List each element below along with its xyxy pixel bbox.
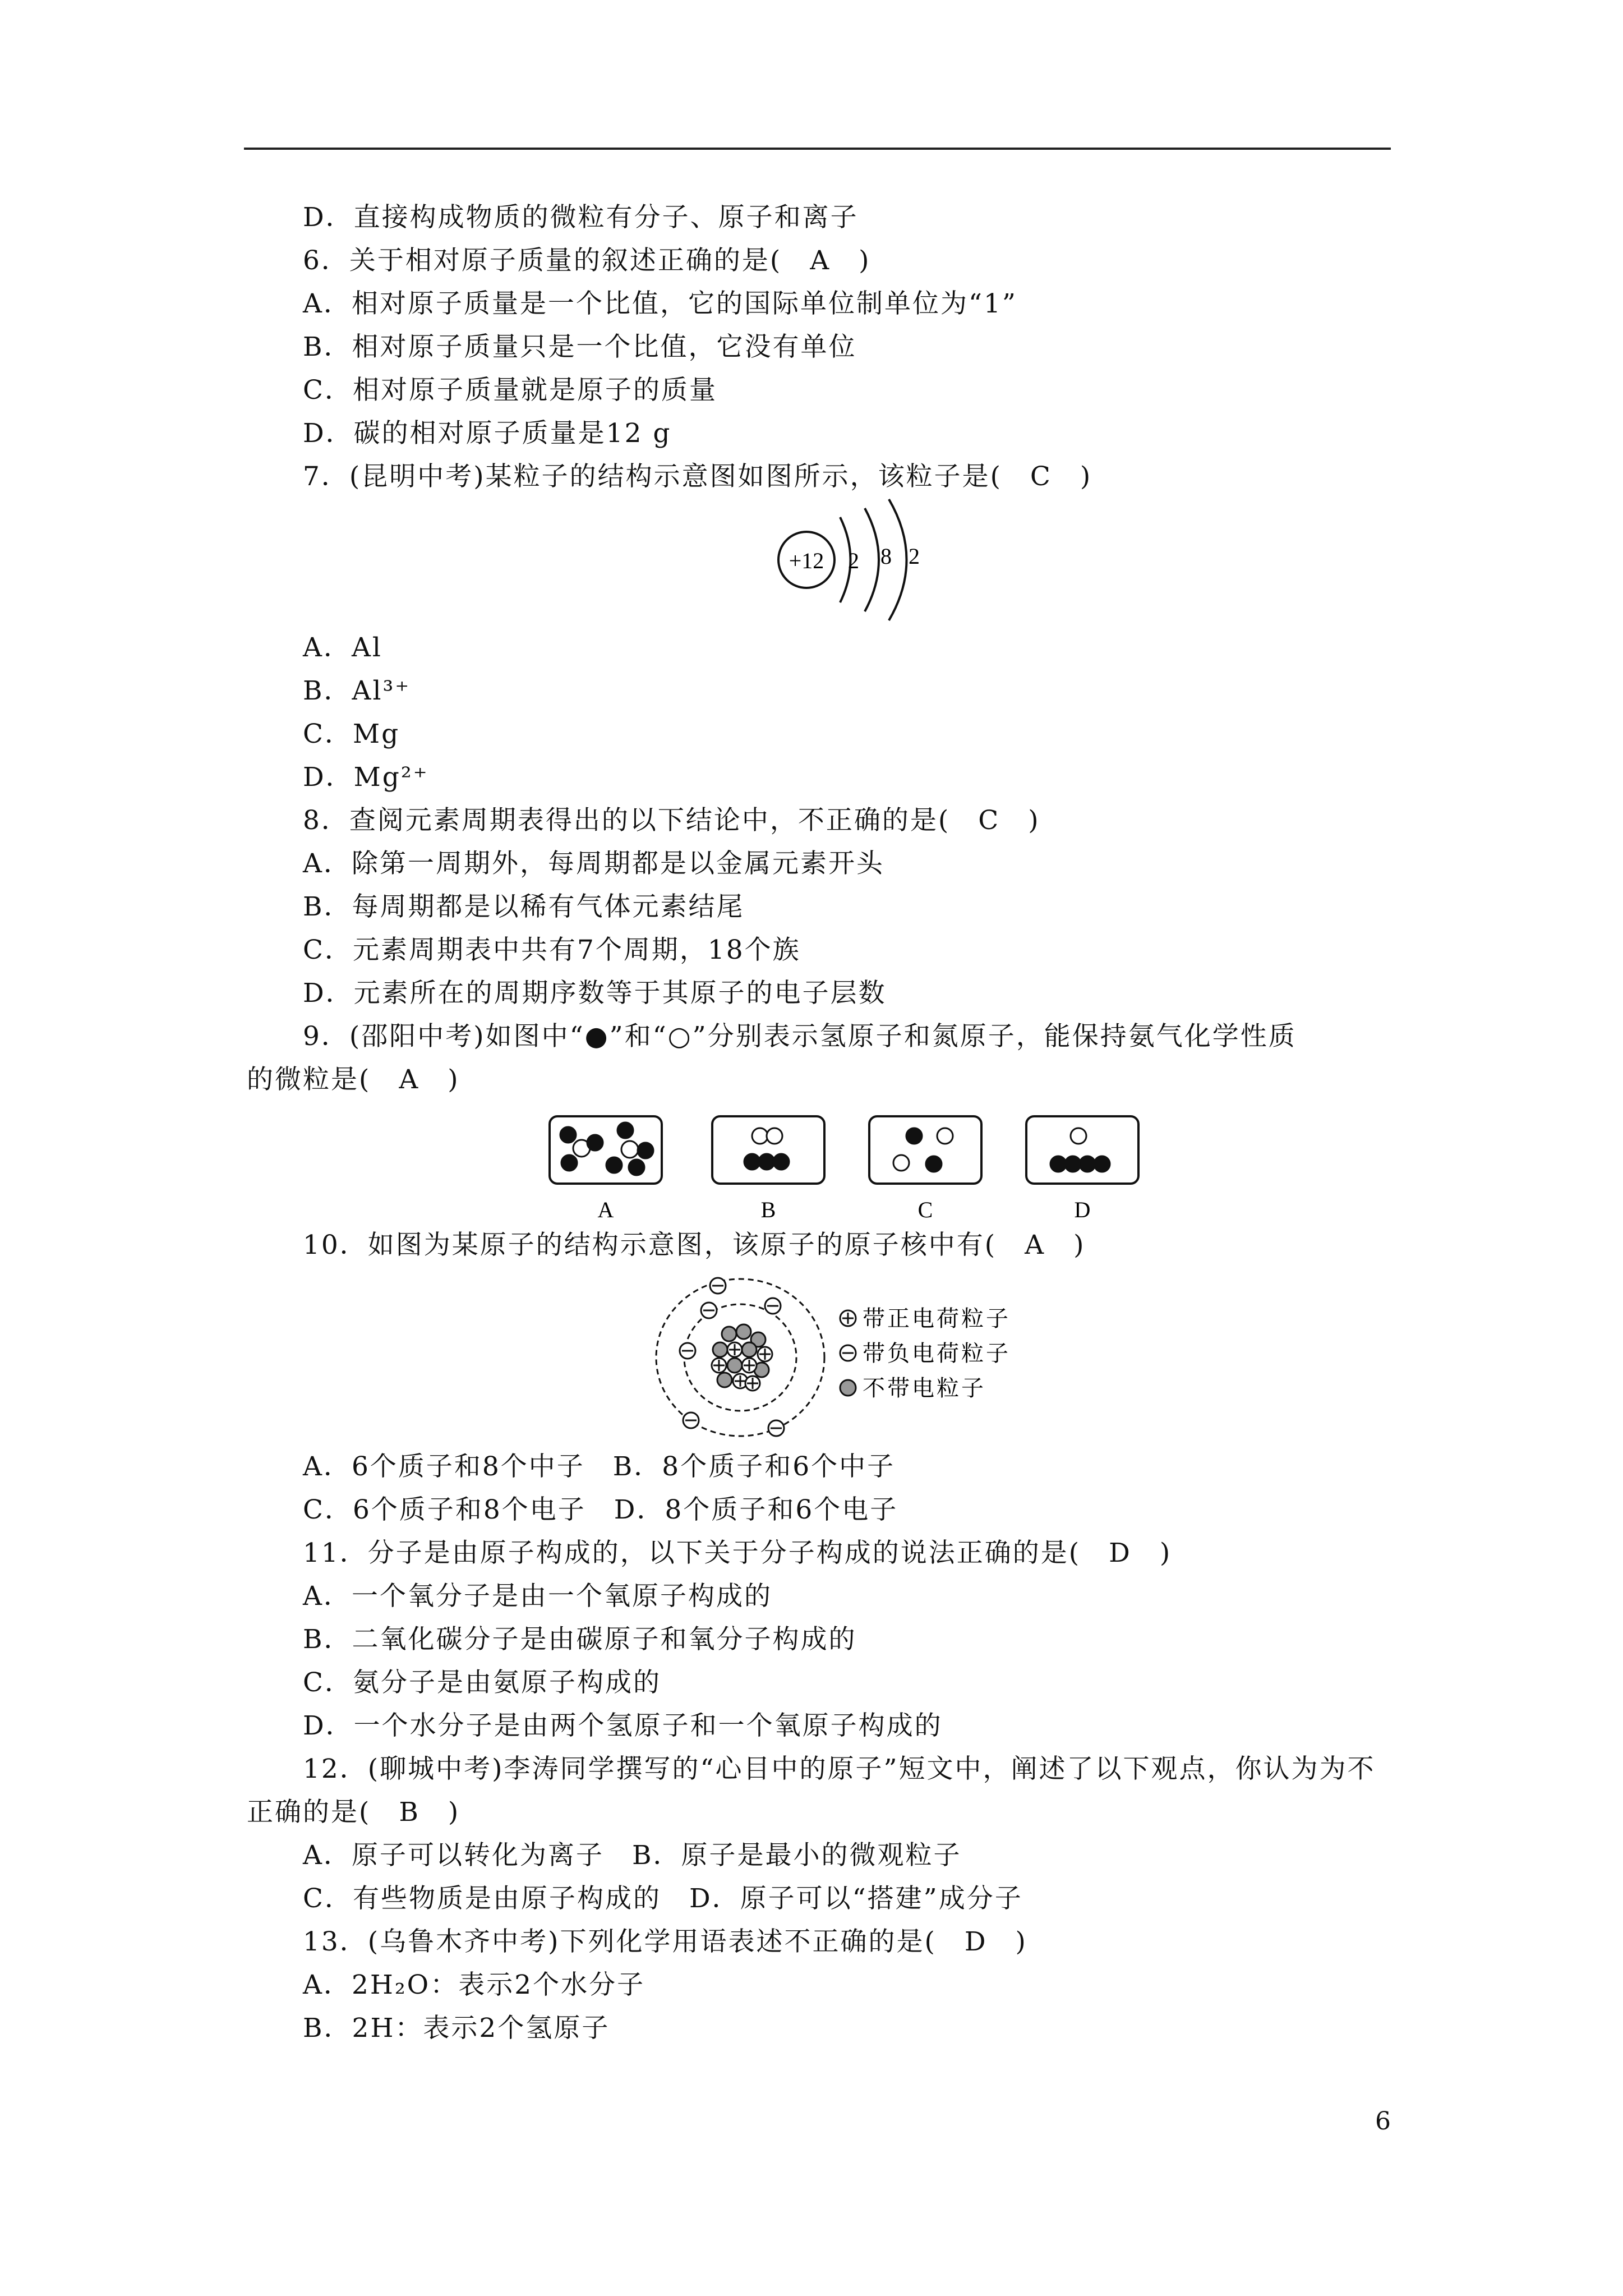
option-7d: D．Mg²⁺ bbox=[303, 762, 429, 793]
option-11b: B．二氧化碳分子是由碳原子和氧分子构成的 bbox=[303, 1624, 857, 1655]
legend-neutral: 不带电粒子 bbox=[863, 1375, 986, 1401]
particle-structure-diagram bbox=[768, 494, 937, 623]
shell-arc-2 bbox=[865, 508, 879, 611]
question-9-cont: 的微粒是( A ) bbox=[247, 1064, 460, 1095]
option-7c: C．Mg bbox=[303, 719, 400, 749]
label-c: C bbox=[917, 1197, 933, 1222]
box-d-molecules bbox=[1050, 1128, 1110, 1172]
question-10: 10．如图为某原子的结构示意图，该原子的原子核中有( A ) bbox=[303, 1230, 1086, 1260]
label-d: D bbox=[1074, 1197, 1091, 1222]
question-11: 11．分子是由原子构成的，以下关于分子构成的说法正确的是( D ) bbox=[303, 1538, 1172, 1568]
box-c-atoms bbox=[893, 1128, 953, 1172]
option-13b: B．2H：表示2个氢原子 bbox=[303, 2013, 610, 2044]
atom-structure-diagram bbox=[651, 1273, 1054, 1442]
shell-2-electrons: 8 bbox=[880, 544, 892, 569]
option-10cd: C．6个质子和8个电子 D．8个质子和6个电子 bbox=[303, 1494, 898, 1525]
header-rule bbox=[244, 148, 1391, 150]
label-b: B bbox=[760, 1197, 776, 1222]
option-5d: D．直接构成物质的微粒有分子、原子和离子 bbox=[303, 202, 859, 233]
nucleus-charge: +12 bbox=[789, 548, 824, 573]
option-7a: A．Al bbox=[303, 632, 382, 663]
outer-orbit bbox=[656, 1279, 824, 1436]
box-d bbox=[1026, 1116, 1138, 1184]
nucleus bbox=[712, 1324, 772, 1391]
option-6b: B．相对原子质量只是一个比值，它没有单位 bbox=[303, 332, 857, 362]
question-12: 12．(聊城中考)李涛同学撰写的“心目中的原子”短文中，阐述了以下观点，你认为为不 bbox=[303, 1754, 1376, 1784]
option-11c: C．氨分子是由氨原子构成的 bbox=[303, 1667, 661, 1698]
question-8: 8．查阅元素周期表得出的以下结论中，不正确的是( C ) bbox=[303, 805, 1040, 836]
option-6c: C．相对原子质量就是原子的质量 bbox=[303, 375, 717, 406]
box-b-molecules bbox=[744, 1128, 789, 1170]
box-b bbox=[712, 1116, 824, 1184]
option-13a: A．2H₂O：表示2个水分子 bbox=[303, 1970, 645, 2000]
question-12-cont: 正确的是( B ) bbox=[247, 1797, 460, 1828]
box-c bbox=[869, 1116, 981, 1184]
shell-1-electrons: 2 bbox=[848, 548, 859, 573]
neutron-legend-icon bbox=[840, 1380, 856, 1396]
ammonia-particle-options bbox=[547, 1114, 1152, 1226]
label-a: A bbox=[597, 1197, 614, 1222]
shell-3-electrons: 2 bbox=[909, 544, 920, 569]
question-13: 13．(乌鲁木齐中考)下列化学用语表述不正确的是( D ) bbox=[303, 1926, 1027, 1957]
option-8b: B．每周期都是以稀有气体元素结尾 bbox=[303, 891, 745, 922]
option-10ab: A．6个质子和8个中子 B．8个质子和6个中子 bbox=[303, 1451, 896, 1482]
option-6d: D．碳的相对原子质量是12 g bbox=[303, 418, 672, 449]
option-7b: B．Al³⁺ bbox=[303, 675, 411, 706]
option-8a: A．除第一周期外，每周期都是以金属元素开头 bbox=[303, 848, 884, 879]
page-number: 6 bbox=[1375, 2107, 1391, 2136]
option-8c: C．元素周期表中共有7个周期，18个族 bbox=[303, 935, 801, 965]
box-a-molecules bbox=[560, 1122, 653, 1175]
option-11a: A．一个氧分子是由一个氧原子构成的 bbox=[303, 1581, 772, 1612]
question-9: 9．(邵阳中考)如图中“●”和“○”分别表示氢原子和氮原子，能保持氨气化学性质 bbox=[303, 1021, 1297, 1052]
option-11d: D．一个水分子是由两个氢原子和一个氧原子构成的 bbox=[303, 1710, 943, 1741]
option-6a: A．相对原子质量是一个比值，它的国际单位制单位为“1” bbox=[303, 288, 1017, 319]
inner-orbit bbox=[684, 1304, 796, 1411]
legend-negative: 带负电荷粒子 bbox=[863, 1341, 1011, 1366]
option-12ab: A．原子可以转化为离子 B．原子是最小的微观粒子 bbox=[303, 1840, 962, 1871]
legend-positive: 带正电荷粒子 bbox=[863, 1306, 1011, 1332]
legend-icons bbox=[840, 1310, 856, 1396]
option-8d: D．元素所在的周期序数等于其原子的电子层数 bbox=[303, 978, 887, 1009]
option-12cd: C．有些物质是由原子构成的 D．原子可以“搭建”成分子 bbox=[303, 1883, 1023, 1914]
question-6: 6．关于相对原子质量的叙述正确的是( A ) bbox=[303, 245, 871, 276]
question-7: 7．(昆明中考)某粒子的结构示意图如图所示，该粒子是( C ) bbox=[303, 461, 1092, 492]
